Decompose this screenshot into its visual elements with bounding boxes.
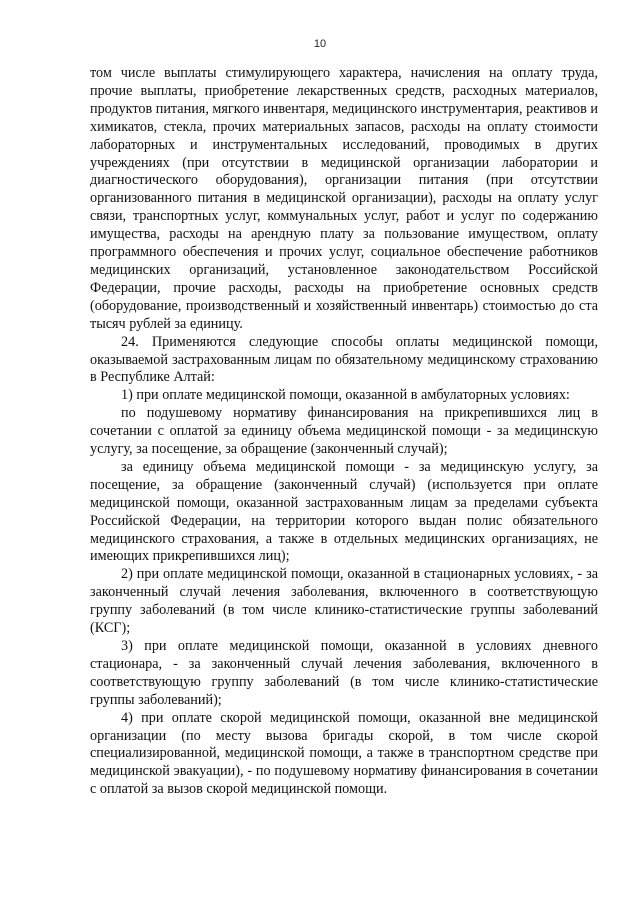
- paragraph-subitem-4: 4) при оплате скорой медицинской помощи, оказанной вне медицинской организации (по месту вызова бригады скорой, в том числе скорой специализированной, медицинской помощи, а также в транспортном средстве при медицинской эвакуации), - по подушевому нормативу финансирования в сочетании с оплатой за вызов скорой медицинской помощи.: [90, 709, 598, 798]
- paragraph-per-unit-volume: за единицу объема медицинской помощи - за медицинскую услугу, за посещение, за обращение (законченный случай) (используется при оплате медицинской помощи, оказанной застрахованным лицам за пределами субъекта Российской Федерации, на территории которого выдан полис обязательного медицинского страхования, а также в отдельных медицинских организациях, не имеющих прикрепившихся лиц);: [90, 458, 598, 565]
- page-number: 10: [313, 38, 327, 50]
- paragraph-subitem-1: 1) при оплате медицинской помощи, оказанной в амбулаторных условиях:: [121, 387, 570, 404]
- paragraph-item-24: 24. Применяются следующие способы оплаты медицинской помощи, оказываемой застрахованным лицам по обязательному медицинскому страхованию в Республике Алтай:: [90, 333, 598, 386]
- document-body: [90, 65, 598, 799]
- paragraph-continuation: том числе выплаты стимулирующего характера, начисления на оплату труда, прочие выплаты, приобретение лекарственных средств, расходных материалов, продуктов питания, мягкого инвентаря, медицинского инструментария, реактивов и химикатов, стекла, прочих материальных запасов, расходы на оплату стоимости лабораторных и инструментальных исследований, проводимых в других учреждениях (при отсутствии в медицинской организации лаборатории и диагностического оборудования), организации питания (при отсутствии организованного питания в медицинской организации), расходы на оплату услуг связи, транспортных услуг, коммунальных услуг, работ и услуг по содержанию имущества, расходы на арендную плату за пользование имуществом, оплату программного обеспечения и прочих услуг, социальное обеспечение работников медицинских организаций, установленное законодательством Российской Федерации, прочие расходы, расходы на приобретение основных средств (оборудование, производственный и хозяйственный инвентарь) стоимостью до ста тысяч рублей за единицу.: [90, 65, 598, 332]
- paragraph-subitem-3: 3) при оплате медицинской помощи, оказанной в условиях дневного стационара, - за законченный случай лечения заболевания, включенного в соответствующую группу заболеваний (в том числе клинико-статистические группы заболеваний);: [90, 638, 598, 708]
- paragraph-per-capita-standard: по подушевому нормативу финансирования на прикрепившихся лиц в сочетании с оплатой за единицу объема медицинской помощи - за медицинскую услугу, за посещение, за обращение (законченный случай);: [90, 405, 598, 458]
- paragraph-subitem-2: 2) при оплате медицинской помощи, оказанной в стационарных условиях, - за законченный случай лечения заболевания, включенного в соответствующую группу заболеваний (в том числе клинико-статистические группы заболеваний (КСГ);: [90, 566, 598, 637]
